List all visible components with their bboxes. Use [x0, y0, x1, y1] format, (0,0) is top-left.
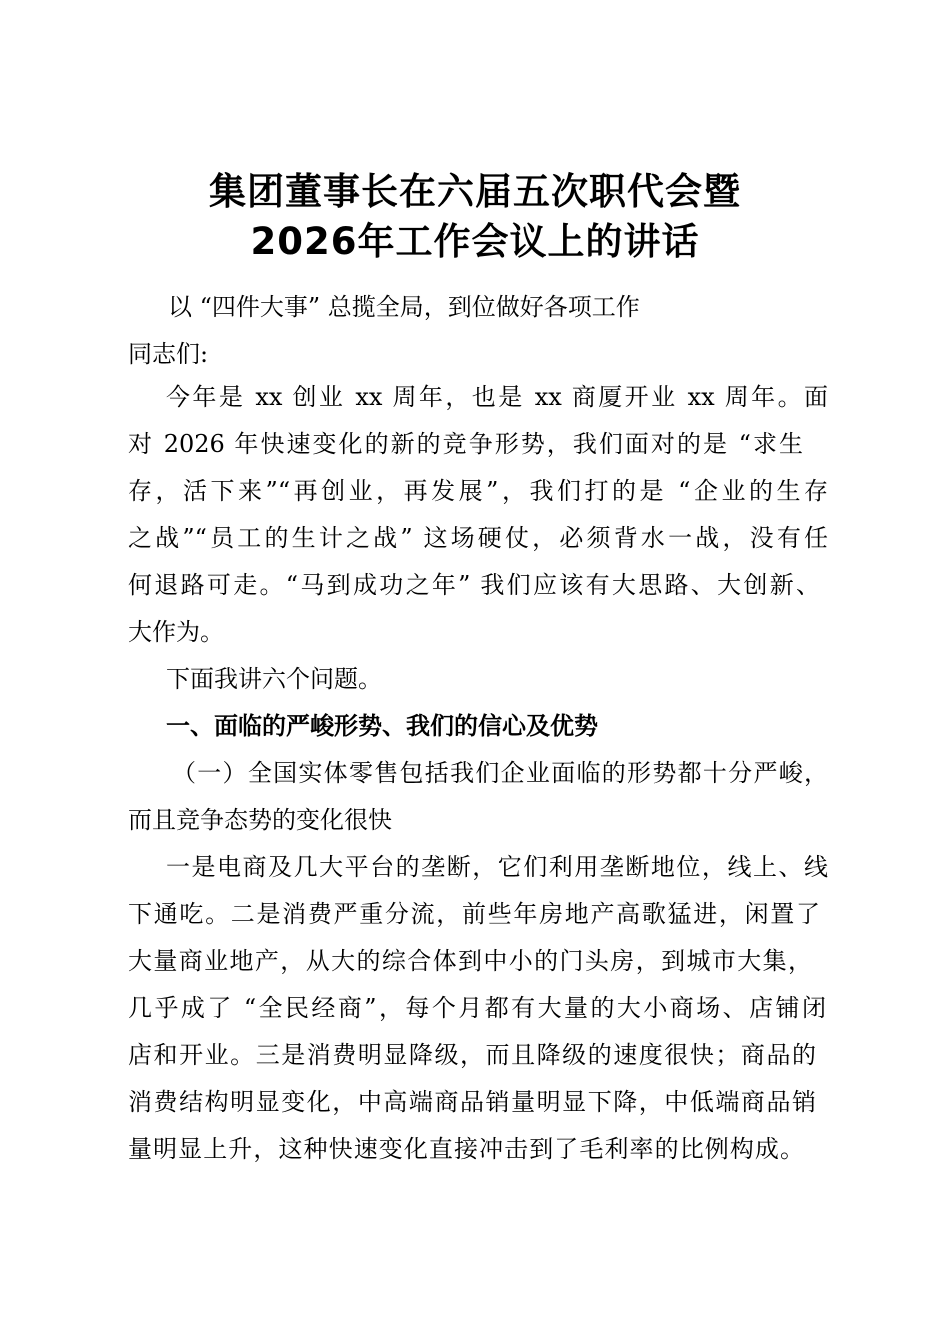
greeting: 同志们:: [128, 340, 209, 368]
para3-line-3: 大量商业地产，从大的综合体到中小的门头房，到城市大集，: [128, 947, 812, 975]
para3-line-6: 消费结构明显变化，中高端商品销量明显下降，中低端商品销: [128, 1088, 816, 1116]
para1-line-4: 之战”“员工的生计之战” 这场硬仗，必须背水一战，没有任: [128, 524, 828, 552]
heading-1: 一、面临的严峻形势、我们的信心及优势: [166, 712, 598, 740]
para1-line-5: 何退路可走。“马到成功之年” 我们应该有大思路、大创新、: [128, 571, 820, 599]
subtitle: 以 “四件大事” 总揽全局，到位做好各项工作: [168, 293, 640, 321]
para3-line-5: 店和开业。三是消费明显降级，而且降级的速度很快；商品的: [128, 1041, 816, 1069]
para2: 下面我讲六个问题。: [166, 665, 382, 693]
subheading-1-line-2: 而且竞争态势的变化很快: [128, 806, 392, 834]
para3-line-4: 几乎成了 “全民经商”，每个月都有大量的大小商场、店铺闭: [128, 994, 826, 1022]
para1-line-3: 存，活下来”“再创业，再发展”，我们打的是 “企业的生存: [128, 477, 828, 505]
subheading-1-line-1: （一）全国实体零售包括我们企业面临的形势都十分严峻，: [172, 759, 828, 787]
para1-line-2: 对 2026 年快速变化的新的竞争形势，我们面对的是 “求生: [128, 430, 803, 458]
title-line-2: 2026年工作会议上的讲话: [250, 220, 700, 263]
para1-line-6: 大作为。: [128, 618, 224, 646]
para3-line-1: 一是电商及几大平台的垄断，它们利用垄断地位，线上、线: [166, 853, 828, 881]
para3-line-2: 下通吃。二是消费严重分流，前些年房地产高歌猛进，闲置了: [128, 900, 820, 928]
title-line-1: 集团董事长在六届五次职代会暨: [209, 170, 741, 213]
para3-line-7: 量明显上升，这种快速变化直接冲击到了毛利率的比例构成。: [128, 1135, 804, 1163]
para1-line-1: 今年是 xx 创业 xx 周年，也是 xx 商厦开业 xx 周年。面: [166, 383, 828, 411]
